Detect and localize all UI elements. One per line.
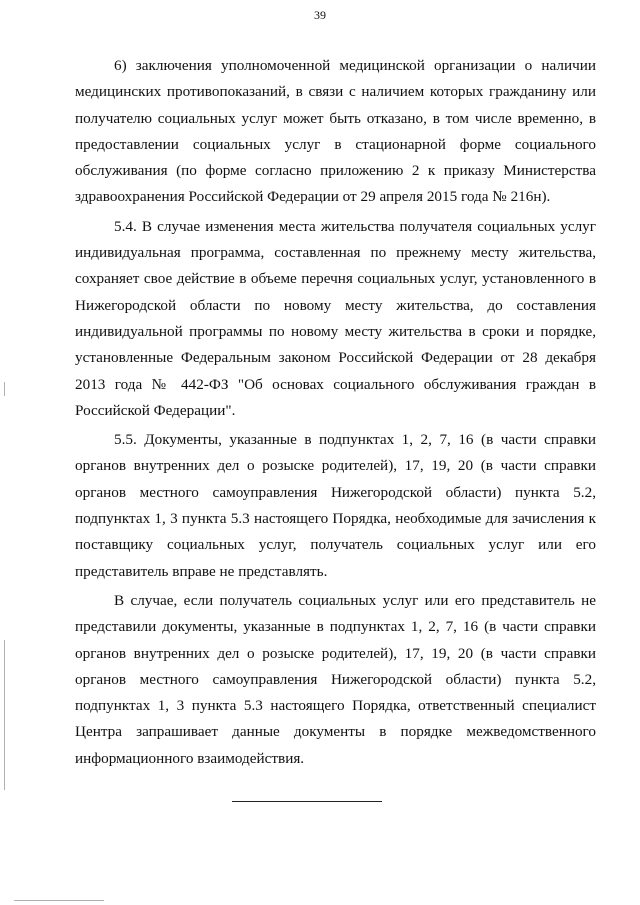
page-number: 39 [314,8,326,22]
paragraph-request-documents: В случае, если получатель социальных услуг или его представитель не представили документы, указанные в подпунктах 1, 2, 7, 16 (в части справки органов внутренних дел о розыске родителей), 17, 19, 20 (в части справки органов местного самоуправления Нижегородской области) пункта 5.2, подпунктах 1, 3 пункта 5.3 настоящего Порядка, ответственный специалист Центра запрашивает данные документы в порядке межведомственного информационного взаимодействия. [75,591,596,767]
scan-artifact-mark [4,640,5,790]
paragraph-section-5-4: 5.4. В случае изменения места жительства получателя социальных услуг индивидуальная программа, составленная по прежнему месту жительства, сохраняет свое действие в объеме перечня социальных услуг, установленного в Нижегородской области по новому месту жительства, до составления индивидуальной программы по новому месту жительства в сроки и порядке, установленные Федеральным законом Российской Федерации от 28 декабря 2013 года № 442-ФЗ "Об основах социального обслуживания граждан в Российской Федерации". [75,217,596,419]
paragraph-item-6: 6) заключения уполномоченной медицинской организации о наличии медицинских противопоказаний, в связи с наличием которых гражданину или получателю социальных услуг может быть отказано, в том числе временно, в предоставлении социальных услуг в стационарной форме социального обслуживания (по форме согласно приложению 2 к приказу Министерства здравоохранения Российской Федерации от 29 апреля 2015 года № 216н). [75,57,596,206]
end-divider-line [232,801,382,802]
document-body [75,53,596,775]
scan-artifact-mark [14,900,104,901]
scan-artifact-mark [4,382,5,396]
paragraph-section-5-5: 5.5. Документы, указанные в подпунктах 1, 2, 7, 16 (в части справки органов внутренних дел о розыске родителей), 17, 19, 20 (в части справки органов местного самоуправления Нижегородской области) пункта 5.2, подпунктах 1, 3 пункта 5.3 настоящего Порядка, необходимые для зачисления к поставщику социальных услуг, получатель социальных услуг или его представитель вправе не представлять. [75,431,596,580]
